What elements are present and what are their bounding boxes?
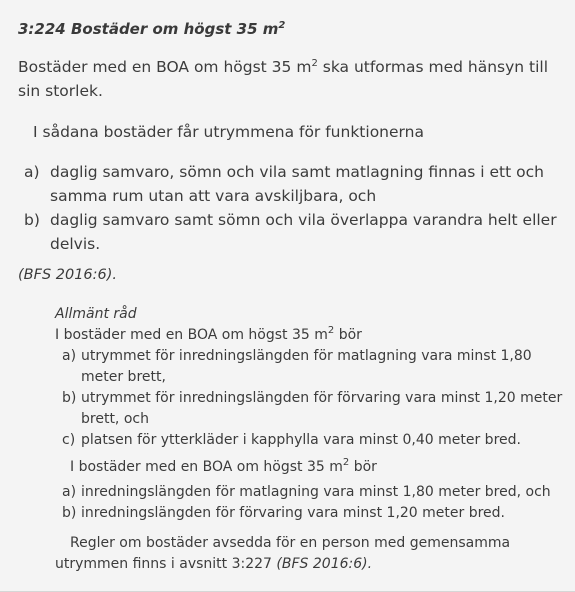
section-title-sup: 2 (278, 20, 286, 31)
advice-p3-reference: (BFS 2016:6). (276, 556, 373, 572)
advice-label: Allmänt råd (55, 306, 137, 322)
list-marker: a) (62, 484, 77, 500)
intro-sup: 2 (311, 58, 318, 69)
list-item (62, 503, 570, 524)
advice-p1-part2: bör (334, 327, 362, 343)
list-item (62, 482, 570, 503)
list-marker: b) (62, 390, 77, 406)
list-item (62, 430, 570, 451)
list-item-text: daglig samvaro, sömn och vila samt matlagning finnas i ett och samma rum utan att vara avskiljbara, och (50, 163, 544, 205)
advice-p1-part1: I bostäder med en BOA om högst 35 m (55, 327, 328, 343)
list-marker: a) (24, 163, 40, 181)
list-marker: b) (62, 505, 77, 521)
list-item-text: platsen för ytterkläder i kapphylla vara minst 0,40 meter bred. (81, 432, 521, 448)
advice-p3-text: utrymmen finns i avsnitt 3:227 (55, 556, 277, 572)
advice-p1-sup: 2 (327, 325, 335, 336)
advice-p2-part2: bör (349, 459, 377, 475)
reference-note: (BFS 2016:6). (18, 267, 118, 283)
advice-paragraph-1 (55, 325, 570, 346)
list-item (24, 160, 569, 208)
list-item (24, 208, 569, 256)
advice-list-2 (62, 482, 570, 524)
advice-paragraph-3-line-2 (55, 554, 570, 575)
intro-part1: Bostäder med en BOA om högst 35 m (18, 58, 312, 76)
advice-p2-sup: 2 (342, 457, 350, 468)
lead-paragraph: I sådana bostäder får utrymmena för funktionerna (33, 123, 424, 141)
advice-paragraph-3: Regler om bostäder avsedda för en person med gemensamma (70, 535, 511, 551)
intro-part2: ska utformas med hänsyn till sin storlek. (18, 58, 549, 100)
list-item (62, 346, 570, 388)
list-item (62, 388, 570, 430)
list-marker: b) (24, 211, 40, 229)
list-item-text: inredningslängden för matlagning vara minst 1,80 meter bred, och (81, 484, 551, 500)
section-title: Bostäder om högst 35 m (70, 20, 279, 38)
function-list (24, 160, 569, 256)
intro-paragraph (18, 55, 568, 103)
section-heading (18, 20, 285, 38)
section-number: 3:224 (18, 20, 66, 38)
list-marker: c) (62, 432, 76, 448)
advice-p2-part1: I bostäder med en BOA om högst 35 m (70, 459, 343, 475)
general-advice (55, 304, 570, 575)
advice-list-1 (62, 346, 570, 451)
list-item-text: utrymmet för inredningslängden för förvaring vara minst 1,20 meter brett, och (81, 390, 563, 427)
list-marker: a) (62, 348, 77, 364)
list-item-text: utrymmet för inredningslängden för matlagning vara minst 1,80 meter brett, (81, 348, 532, 385)
list-item-text: daglig samvaro samt sömn och vila överlappa varandra helt eller delvis. (50, 211, 557, 253)
list-item-text: inredningslängden för förvaring vara minst 1,20 meter bred. (81, 505, 505, 521)
advice-paragraph-2 (70, 457, 570, 478)
